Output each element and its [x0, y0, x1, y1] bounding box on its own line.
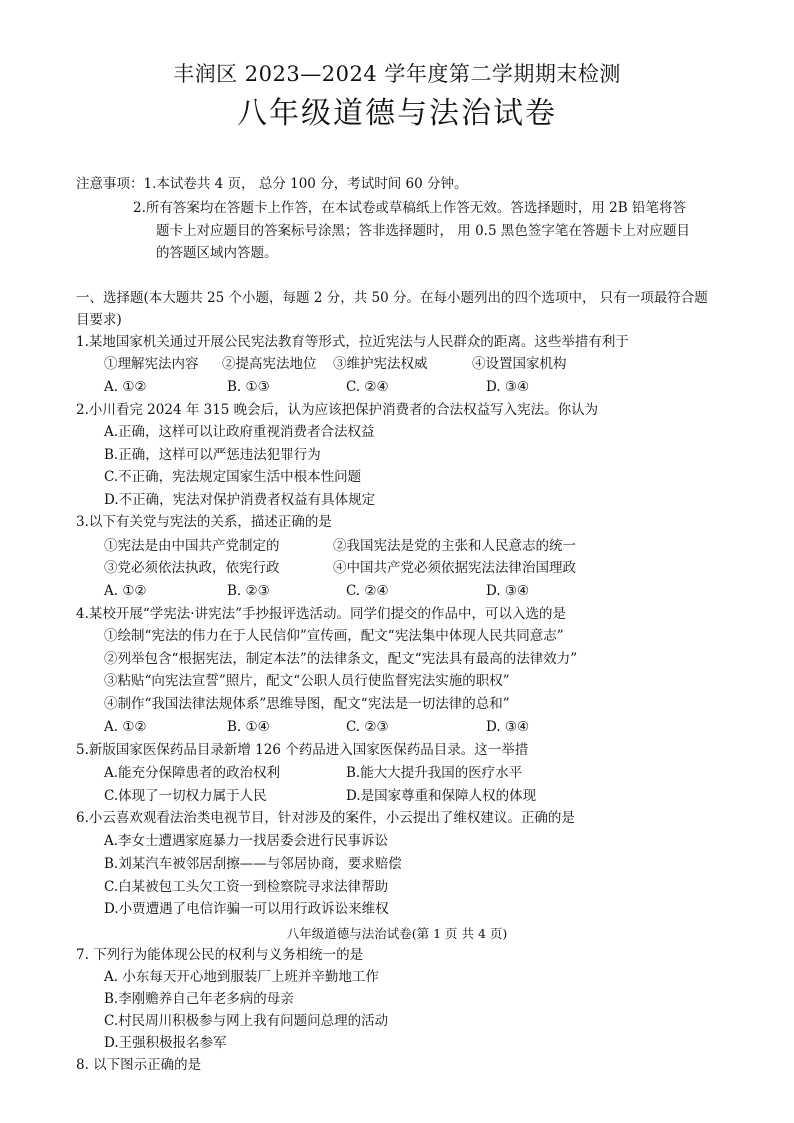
- question-4-stem: 4.某校开展“学宪法·讲宪法”手抄报评选活动。同学们提交的作品中，可以入选的是: [76, 606, 566, 622]
- q6-option-d: D.小贾遭遇了电信诈骗一可以用行政诉讼来维权: [104, 901, 389, 917]
- q7-option-d: D.王强积极报名参军: [104, 1035, 227, 1051]
- q4-item-4: ④制作“我国法律法规体系”思维导图，配文“宪法是一切法律的总和”: [104, 696, 510, 712]
- q2-option-b: B.正确，这样可以严惩违法犯罪行为: [104, 447, 321, 463]
- q5-option-a: A.能充分保障患者的政治权利: [104, 765, 281, 781]
- q4-item-2: ②列举包含“根据宪法，制定本法”的法律条文，配文“宪法具有最高的法律效力”: [104, 651, 578, 667]
- q2-option-d: D.不正确，宪法对保护消费者权益有具体规定: [104, 492, 376, 508]
- question-1-stem: 1.某地国家机关通过开展公民宪法教育等形式，拉近宪法与人民群众的距离。这些举措有利于: [76, 334, 629, 350]
- q4-choice-d: D. ③④: [486, 719, 530, 735]
- q1-item-3: ③维护宪法权威: [333, 356, 428, 372]
- exam-title-line1: 丰润区 2023—2024 学年度第二学期期末检测: [173, 62, 621, 86]
- q3-item-3: ③党必须依法执政，依宪行政: [104, 560, 280, 576]
- q1-item-2: ②提高宪法地位: [222, 356, 317, 372]
- question-7-stem: 7. 下列行为能体现公民的权利与义务相统一的是: [76, 947, 364, 963]
- q4-item-3: ③粘贴“向宪法宣誓”照片，配文“公职人员行使监督宪法实施的职权”: [104, 673, 510, 689]
- q1-choice-d: D. ③④: [486, 379, 530, 395]
- q3-item-1: ①宪法是由中国共产党制定的: [104, 538, 280, 554]
- q6-option-a: A.李女士遭遇家庭暴力一找居委会进行民事诉讼: [104, 833, 389, 849]
- q3-choice-c: C. ②④: [346, 583, 389, 599]
- q1-item-1: ①理解宪法内容: [104, 356, 199, 372]
- q3-choice-a: A. ①②: [104, 583, 147, 599]
- question-8-stem: 8. 以下图示正确的是: [76, 1057, 202, 1073]
- notes-line4: 的答题区域内答题。: [156, 245, 278, 261]
- q1-choice-a: A. ①②: [104, 379, 147, 395]
- q4-item-1: ①绘制“宪法的伟力在于人民信仰”宣传画，配文“宪法集中体现人民共同意志”: [104, 628, 564, 644]
- question-5-stem: 5.新版国家医保药品目录新增 126 个药品进入国家医保药品目录。这一举措: [76, 742, 529, 758]
- q2-option-a: A.正确，这样可以让政府重视消费者合法权益: [104, 424, 375, 440]
- exam-title-line2: 八年级道德与法治试卷: [237, 96, 557, 131]
- q6-option-b: B.刘某汽车被邻居刮擦——与邻居协商，要求赔偿: [104, 856, 402, 872]
- q1-choice-c: C. ②④: [346, 379, 389, 395]
- q1-choice-b: B. ①③: [227, 379, 270, 395]
- q7-option-b: B.李刚赡养自己年老多病的母亲: [104, 991, 294, 1007]
- q3-choice-b: B. ②③: [227, 583, 270, 599]
- q1-item-4: ④设置国家机构: [472, 356, 567, 372]
- notes-line1: 注意事项：1.本试卷共 4 页， 总分 100 分，考试时间 60 分钟。: [76, 176, 468, 192]
- q3-choice-d: D. ③④: [486, 583, 530, 599]
- q3-item-4: ④中国共产党必须依据宪法法律治国理政: [333, 560, 576, 576]
- q7-option-c: C.村民周川积极参与网上我有问题问总理的活动: [104, 1013, 389, 1029]
- question-3-stem: 3.以下有关党与宪法的关系，描述正确的是: [76, 514, 332, 530]
- section1-heading-cont: 目要求): [76, 312, 122, 328]
- q3-item-2: ②我国宪法是党的主张和人民意志的统一: [333, 538, 576, 554]
- notes-line2: 2.所有答案均在答题卡上作答，在本试卷或草稿纸上作答无效。答选择题时，用 2B 铅笔将答: [133, 200, 686, 216]
- q4-choice-c: C. ②③: [346, 719, 389, 735]
- question-2-stem: 2.小川看完 2024 年 315 晚会后，认为应该把保护消费者的合法权益写入宪法。你认为: [76, 402, 599, 418]
- section1-heading: 一、选择题(本大题共 25 个小题，每题 2 分，共 50 分。在每小题列出的四个选项中， 只有一项最符合题: [76, 290, 708, 306]
- q5-option-d: D.是国家尊重和保障人权的体现: [346, 788, 537, 804]
- q4-choice-a: A. ①②: [104, 719, 147, 735]
- q5-option-c: C.体现了一切权力属于人民: [104, 788, 267, 804]
- q5-option-b: B.能大大提升我国的医疗水平: [346, 765, 523, 781]
- q2-option-c: C.不正确，宪法规定国家生活中根本性问题: [104, 469, 362, 485]
- question-6-stem: 6.小云喜欢观看法治类电视节目，针对涉及的案件，小云提出了维权建议。正确的是: [76, 810, 575, 826]
- q6-option-c: C.白某被包工头欠工资一到检察院寻求法律帮助: [104, 879, 389, 895]
- page-footer: 八年级道德与法治试卷(第 1 页 共 4 页): [286, 926, 508, 941]
- notes-line3: 题卡上对应题目的答案标号涂黑；答非选择题时， 用 0.5 黑色签字笔在答题卡上对应题目: [156, 223, 690, 239]
- q4-choice-b: B. ①④: [227, 719, 270, 735]
- q7-option-a: A. 小东每天开心地到服装厂上班并辛勤地工作: [104, 969, 379, 985]
